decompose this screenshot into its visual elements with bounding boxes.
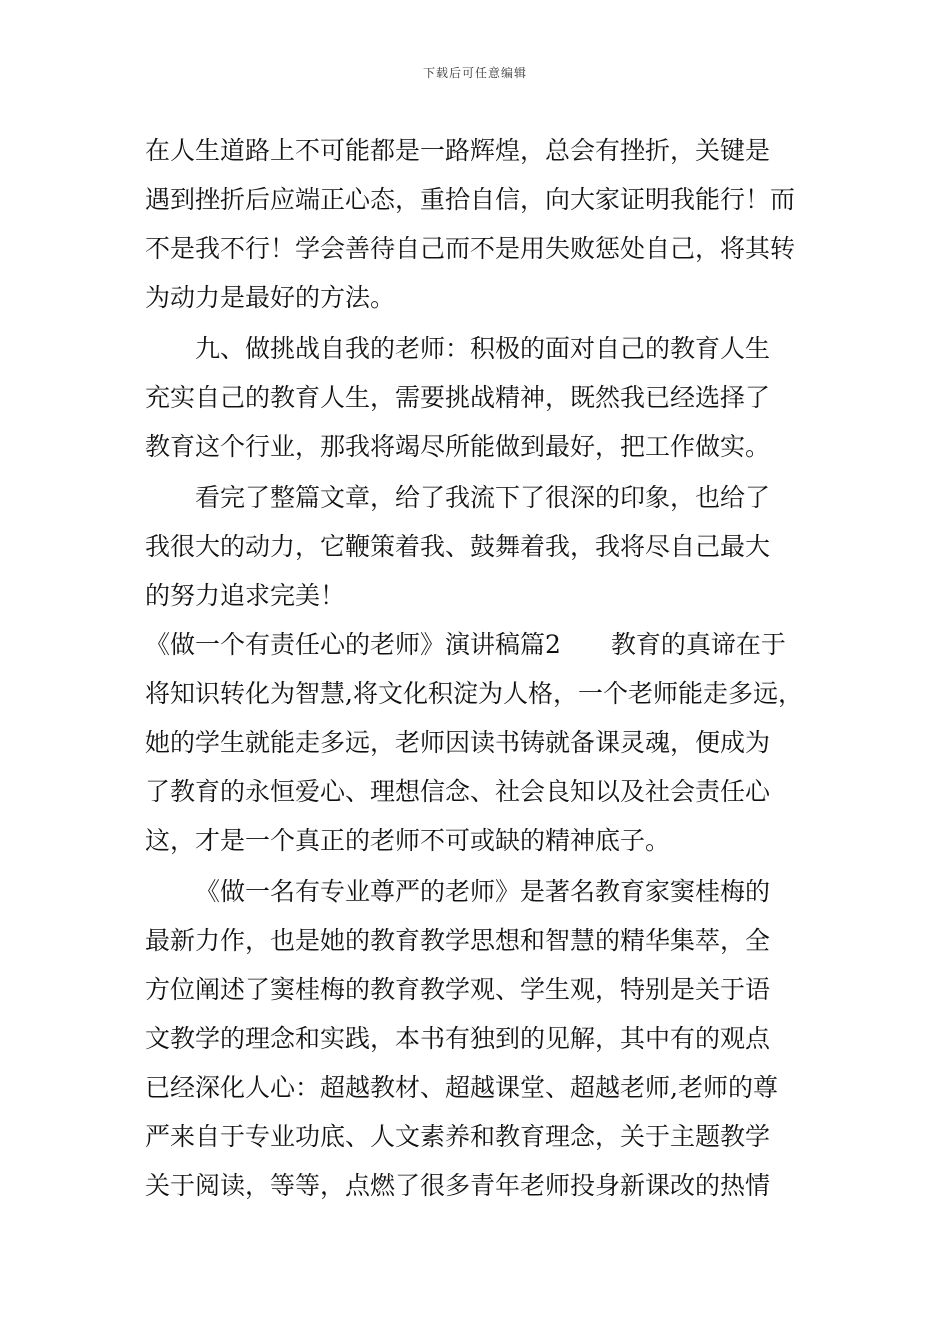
text-line: 已经深化人心：超越教材、超越课堂、超越老师,老师的尊 <box>145 1073 778 1102</box>
text-line: 《做一个有责任心的老师》演讲稿篇2 教育的真谛在于 <box>145 630 786 659</box>
paragraph <box>145 620 825 865</box>
text-line: 她的学生就能走多远，老师因读书铸就备课灵魂，便成为 <box>145 728 771 757</box>
text-line: 充实自己的教育人生，需要挑战精神，既然我已经选择了 <box>145 383 771 412</box>
text-line: 在人生道路上不可能都是一路辉煌，总会有挫折，关键是 <box>145 136 771 165</box>
text-line: 不是我不行！学会善待自己而不是用失败惩处自己，将其转 <box>145 234 796 263</box>
text-line: 最新力作，也是她的教育教学思想和智慧的精华集萃，全 <box>145 926 771 955</box>
text-line: 遇到挫折后应端正心态，重拾自信，向大家证明我能行！而 <box>145 185 796 214</box>
text-line: 文教学的理念和实践，本书有独到的见解，其中有的观点 <box>145 1024 771 1053</box>
text-line: 我很大的动力，它鞭策着我、鼓舞着我，我将尽自己最大 <box>145 532 771 561</box>
document-body <box>145 126 825 1210</box>
text-line: 教育这个行业，那我将竭尽所能做到最好，把工作做实。 <box>145 432 771 461</box>
text-line: 关于阅读，等等，点燃了很多青年老师投身新课改的热情 <box>145 1171 771 1200</box>
text-line: 方位阐述了窦桂梅的教育教学观、学生观，特别是关于语 <box>145 975 771 1004</box>
text-line: 严来自于专业功底、人文素养和教育理念，关于主题教学 <box>145 1122 771 1151</box>
text-line: 九、做挑战自我的老师：积极的面对自己的教育人生 <box>195 334 771 363</box>
text-line: 的努力追求完美！ <box>145 581 346 610</box>
text-line: 将知识转化为智慧,将文化积淀为人格，一个老师能走多远， <box>145 679 803 708</box>
paragraph <box>145 126 825 322</box>
paragraph <box>145 473 825 620</box>
paragraph <box>145 324 825 471</box>
page-header: 下载后可任意编辑 <box>422 66 527 80</box>
text-line: 看完了整篇文章，给了我流下了很深的印象，也给了 <box>195 483 771 512</box>
text-line: 了教育的永恒爱心、理想信念、社会良知以及社会责任心 <box>145 777 771 806</box>
text-line: 《做一名有专业尊严的老师》是著名教育家窦桂梅的 <box>195 877 771 906</box>
text-line: 为动力是最好的方法。 <box>145 283 396 312</box>
paragraph <box>145 867 825 1210</box>
text-line: 这，才是一个真正的老师不可或缺的精神底子。 <box>145 826 671 855</box>
